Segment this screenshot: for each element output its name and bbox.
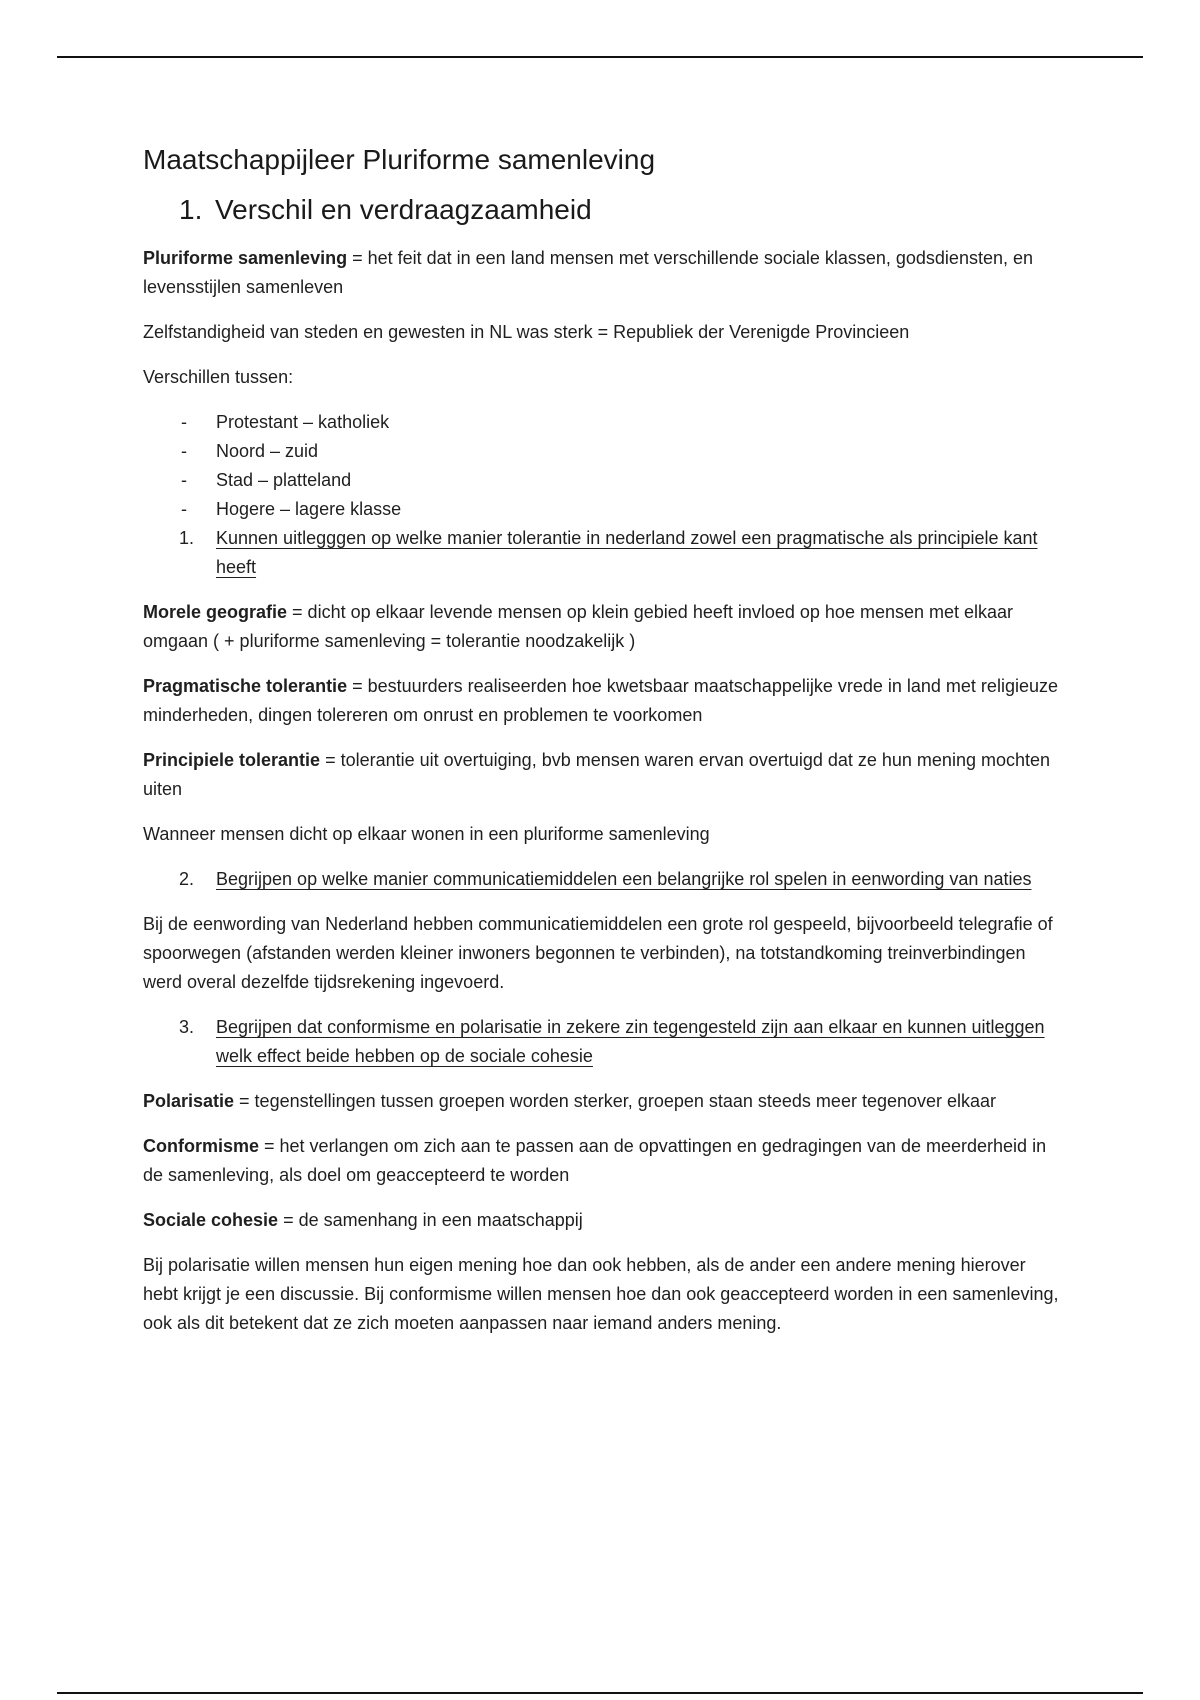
- definition-term: Pluriforme samenleving: [143, 248, 348, 268]
- document-title: Maatschappijleer Pluriforme samenleving: [143, 144, 656, 175]
- paragraph-conclusie: Bij polarisatie willen mensen hun eigen mening hoe dan ook hebben, als de ander een andere mening hierover hebt krijgt je een discussie. Bij conformisme willen mensen hoe dan ook geaccepteerd worden in een samenleving, ook als dit betekent dat ze zich moeten aanpassen naar iemand anders mening.: [143, 1255, 1059, 1333]
- learning-objective-1: [143, 524, 1063, 582]
- dash-bullet: -: [181, 412, 187, 432]
- definition-pluriforme-samenleving: [143, 244, 1063, 302]
- document-body: [143, 140, 1063, 1354]
- list-item-text: Stad – platteland: [216, 470, 352, 490]
- paragraph-zelfstandigheid: Zelfstandigheid van steden en gewesten in NL was sterk = Republiek der Verenigde Provincieen: [143, 322, 910, 342]
- definition-polarisatie: [143, 1087, 1063, 1116]
- definition-term: Pragmatische tolerantie: [143, 676, 348, 696]
- objective-text: Begrijpen op welke manier communicatiemiddelen een belangrijke rol spelen in eenwording van naties: [216, 869, 1032, 889]
- list-item: [143, 466, 1063, 495]
- objective-number: 2.: [179, 869, 195, 889]
- objective-text: Begrijpen dat conformisme en polarisatie in zekere zin tegengesteld zijn aan elkaar en kunnen uitleggen welk effect beide hebben op de sociale cohesie: [216, 1017, 1045, 1066]
- list-item: [143, 408, 1063, 437]
- dash-bullet: -: [181, 470, 187, 490]
- section-heading: [143, 190, 1063, 230]
- definition-term: Sociale cohesie: [143, 1210, 279, 1230]
- learning-objective-3: [143, 1013, 1063, 1071]
- list-item: [143, 495, 1063, 524]
- page-top-rule: [57, 56, 1143, 58]
- definition-text: = tolerantie uit overtuiging, bvb mensen waren ervan overtuigd dat ze hun mening mochten uiten: [143, 750, 1051, 799]
- objective-number: 1.: [179, 528, 195, 548]
- list-item-text: Hogere – lagere klasse: [216, 499, 402, 519]
- paragraph-eenwording: Bij de eenwording van Nederland hebben communicatiemiddelen een grote rol gespeeld, bijvoorbeeld telegrafie of spoorwegen (afstanden werden kleiner inwoners begonnen te verbinden), na totstandkoming treinverbindingen werd overal dezelfde tijdsrekening ingevoerd.: [143, 914, 1053, 992]
- definition-term: Conformisme: [143, 1136, 260, 1156]
- definition-text: = dicht op elkaar levende mensen op klein gebied heeft invloed op hoe mensen met elkaar omgaan ( + pluriforme samenleving = tolerantie noodzakelijk ): [143, 602, 1014, 651]
- definition-morele-geografie: [143, 598, 1063, 656]
- paragraph-wanneer: Wanneer mensen dicht op elkaar wonen in een pluriforme samenleving: [143, 824, 710, 844]
- definition-term: Morele geografie: [143, 602, 288, 622]
- definition-term: Principiele tolerantie: [143, 750, 321, 770]
- differences-list: [143, 408, 1063, 524]
- objective-number: 3.: [179, 1017, 195, 1037]
- definition-text: = tegenstellingen tussen groepen worden sterker, groepen staan steeds meer tegenover elkaar: [234, 1091, 997, 1111]
- definition-conformisme: [143, 1132, 1063, 1190]
- learning-objective-2: [143, 865, 1063, 894]
- section-heading-text: Verschil en verdraagzaamheid: [215, 194, 592, 225]
- definition-pragmatische-tolerantie: [143, 672, 1063, 730]
- dash-bullet: -: [181, 499, 187, 519]
- definition-text: = het feit dat in een land mensen met verschillende sociale klassen, godsdiensten, en levensstijlen samenleven: [143, 248, 1034, 297]
- definition-principiele-tolerantie: [143, 746, 1063, 804]
- list-item-text: Protestant – katholiek: [216, 412, 390, 432]
- list-item-text: Noord – zuid: [216, 441, 319, 461]
- dash-bullet: -: [181, 441, 187, 461]
- objective-text: Kunnen uitlegggen op welke manier tolerantie in nederland zowel een pragmatische als principiele kant heeft: [216, 528, 1038, 577]
- definition-term: Polarisatie: [143, 1091, 235, 1111]
- section-number: 1.: [179, 194, 203, 225]
- definition-text: = het verlangen om zich aan te passen aan de opvattingen en gedragingen van de meerderheid in de samenleving, als doel om geaccepteerd te worden: [143, 1136, 1047, 1185]
- list-item: [143, 437, 1063, 466]
- definition-text: = bestuurders realiseerden hoe kwetsbaar maatschappelijke vrede in land met religieuze minderheden, dingen tolereren om onrust en problemen te voorkomen: [143, 676, 1058, 725]
- definition-sociale-cohesie: [143, 1206, 1063, 1235]
- paragraph-verschillen: Verschillen tussen:: [143, 367, 294, 387]
- page-bottom-rule: [57, 1692, 1143, 1694]
- definition-text: = de samenhang in een maatschappij: [278, 1210, 583, 1230]
